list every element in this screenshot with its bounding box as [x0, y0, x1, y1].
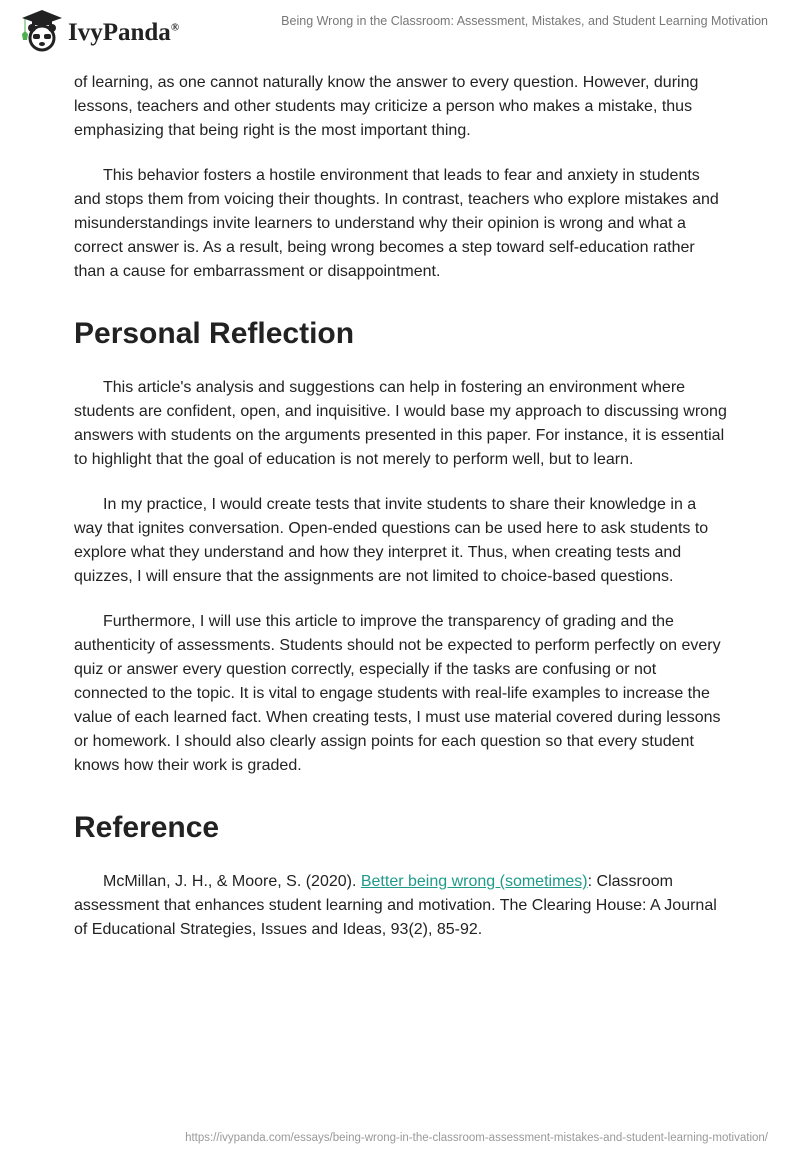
essay-content — [74, 71, 728, 963]
logo-text: IvyPanda® — [68, 19, 180, 46]
reference-authors: McMillan, J. H., & Moore, S. (2020). — [103, 873, 361, 890]
paragraph: In my practice, I would create tests that invite students to share their knowledge in a way that ignites conversation. Open-ended questions can be used here to ask students to explore what they understand and how they interpret it. Thus, when creating tests and quizzes, I will ensure that the assignments are not limited to choice-based questions. — [74, 496, 709, 585]
paragraph: Furthermore, I will use this article to improve the transparency of grading and the authenticity of assessments. Students should not be expected to perform perfectly on every quiz or answer every question correctly, especially if the tasks are confusing or not connected to the topic. It is vital to engage students with real-life examples to increase the value of each learned fact. When creating tests, I must use material covered during lessons or homework. I should also clearly assign points for each question so that every student knows how their work is graded. — [74, 613, 721, 774]
footer-url: https://ivypanda.com/essays/being-wrong-in-the-classroom-assessment-mistakes-and-student-learning-motivation/ — [185, 1132, 768, 1144]
paragraph: This article's analysis and suggestions can help in fostering an environment where students are confident, open, and inquisitive. I would base my approach to discussing wrong answers with students on the arguments presented in this paper. For instance, it is essential to highlight that the goal of education is not merely to perform well, but to learn. — [74, 379, 727, 468]
page-header — [0, 0, 800, 60]
section-heading-reference: Reference — [74, 811, 220, 844]
paragraph: of learning, as one cannot naturally know the answer to every question. However, during lessons, teachers and other students may criticize a person who makes a mistake, thus emphasizing that being right is the most important thing. — [74, 74, 699, 139]
reference-details: : Classroom assessment that enhances student learning and motivation. The Clearing House: A Journal of Educational Strategies, Issues and Ideas, 93(2), 85-92. — [74, 873, 717, 938]
document-title: Being Wrong in the Classroom: Assessment, Mistakes, and Student Learning Motivation — [281, 14, 768, 28]
paragraph: This behavior fosters a hostile environment that leads to fear and anxiety in students and stops them from voicing their thoughts. In contrast, teachers who explore mistakes and misunderstandings invite learners to understand why their opinion is wrong and what a correct answer is. As a result, being wrong becomes a step toward self-education rather than a cause for embarrassment or disappointment. — [74, 167, 719, 280]
reference-entry — [74, 870, 728, 942]
reference-link[interactable]: Better being wrong (sometimes) — [360, 873, 588, 890]
panda-graduate-icon — [18, 8, 62, 52]
ivypanda-logo[interactable] — [18, 8, 179, 52]
section-heading-personal-reflection: Personal Reflection — [74, 317, 355, 350]
